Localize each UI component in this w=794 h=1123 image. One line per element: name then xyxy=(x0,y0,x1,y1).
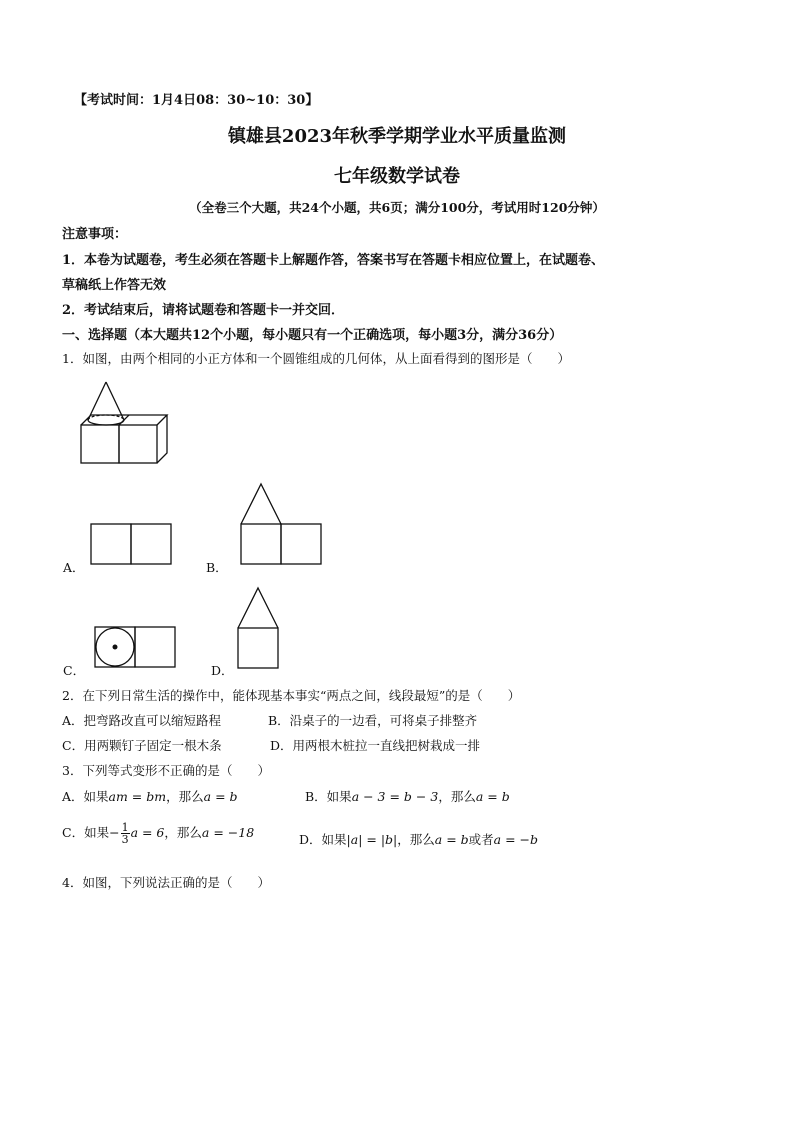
exam-subject: 七年级数学试卷 xyxy=(334,166,460,187)
question-1-label-c: C． xyxy=(63,663,86,678)
section-heading: 一、选择题（本大题共12个小题，每小题只有一个正确选项，每小题3分，满分36分） xyxy=(62,328,563,343)
q3-d-equation: |a| = |b| xyxy=(346,832,398,847)
q3-d-prefix: D．如果 xyxy=(299,832,347,847)
question-3-option-c xyxy=(62,822,254,845)
question-2-option-c: C．用两颗钉子固定一根木条 xyxy=(62,738,222,753)
q3-b-prefix: B．如果 xyxy=(305,789,352,804)
question-2-option-d: D．用两根木桩拉一直线把树栽成一排 xyxy=(270,738,481,753)
q3-c-numerator: 1 xyxy=(121,821,129,834)
q3-c-minus: − xyxy=(109,825,120,840)
question-1-label-d: D． xyxy=(211,663,234,678)
question-3-option-a xyxy=(62,787,238,805)
question-1-stem: 1．如图，由两个相同的小正方体和一个圆锥组成的几何体，从上面看得到的图形是（ ） xyxy=(62,351,570,366)
exam-time: 【考试时间：1月4日08：30~10：30】 xyxy=(74,93,319,108)
notes-heading: 注意事项： xyxy=(62,227,128,242)
question-1-label-b: B． xyxy=(206,560,228,575)
q3-a-then: ，那么 xyxy=(166,789,204,804)
q3-a-equation: am = bm xyxy=(108,789,167,804)
exam-title: 镇雄县2023年秋季学期学业水平质量监测 xyxy=(227,126,567,147)
q3-d-then: ，那么 xyxy=(397,832,435,847)
note-item-1-cont: 草稿纸上作答无效 xyxy=(62,278,167,293)
note-item-2: 2．考试结束后，请将试题卷和答题卡一并交回． xyxy=(62,303,345,318)
q3-a-prefix: A．如果 xyxy=(62,789,109,804)
q3-b-result: a = b xyxy=(475,789,510,804)
question-3-option-d xyxy=(299,830,538,848)
note-item-1: 1．本卷为试题卷，考生必须在答题卡上解题作答，答案书写在答题卡相应位置上，在试题卷、 xyxy=(62,253,605,268)
q3-b-then: ，那么 xyxy=(438,789,476,804)
question-2-stem: 2．在下列日常生活的操作中，能体现基本事实“两点之间，线段最短”的是（ ） xyxy=(62,688,521,703)
question-4-stem: 4．如图，下列说法正确的是（ ） xyxy=(62,875,270,890)
question-3-option-b xyxy=(305,787,510,805)
q3-c-fraction xyxy=(121,822,130,845)
q3-b-equation: a − 3 = b − 3 xyxy=(351,789,439,804)
question-1-option-d-figure xyxy=(237,587,281,669)
question-1-figure xyxy=(78,378,173,468)
q3-d-result-2: a = −b xyxy=(493,832,539,847)
question-2-option-a: A．把弯路改直可以缩短路程 xyxy=(62,713,222,728)
question-3-stem: 3．下列等式变形不正确的是（ ） xyxy=(62,763,270,778)
q3-d-or: 或者 xyxy=(468,832,494,847)
question-1-option-c-figure xyxy=(94,626,178,668)
question-1-option-b-figure xyxy=(240,483,324,565)
q3-c-equation: a = 6 xyxy=(130,825,165,840)
q3-d-result-1: a = b xyxy=(434,832,469,847)
question-2-option-b: B．沿桌子的一边看，可将桌子排整齐 xyxy=(268,713,478,728)
question-1-label-a: A． xyxy=(63,560,85,575)
q3-c-denominator: 3 xyxy=(121,833,129,846)
q3-c-result: a = −18 xyxy=(201,825,255,840)
q3-a-result: a = b xyxy=(203,789,238,804)
exam-info: （全卷三个大题，共24个小题，共6页；满分100分，考试用时120分钟） xyxy=(189,200,605,215)
question-1-option-a-figure xyxy=(90,523,174,565)
q3-c-prefix: C．如果 xyxy=(62,825,110,840)
q3-c-then: ，那么 xyxy=(164,825,202,840)
